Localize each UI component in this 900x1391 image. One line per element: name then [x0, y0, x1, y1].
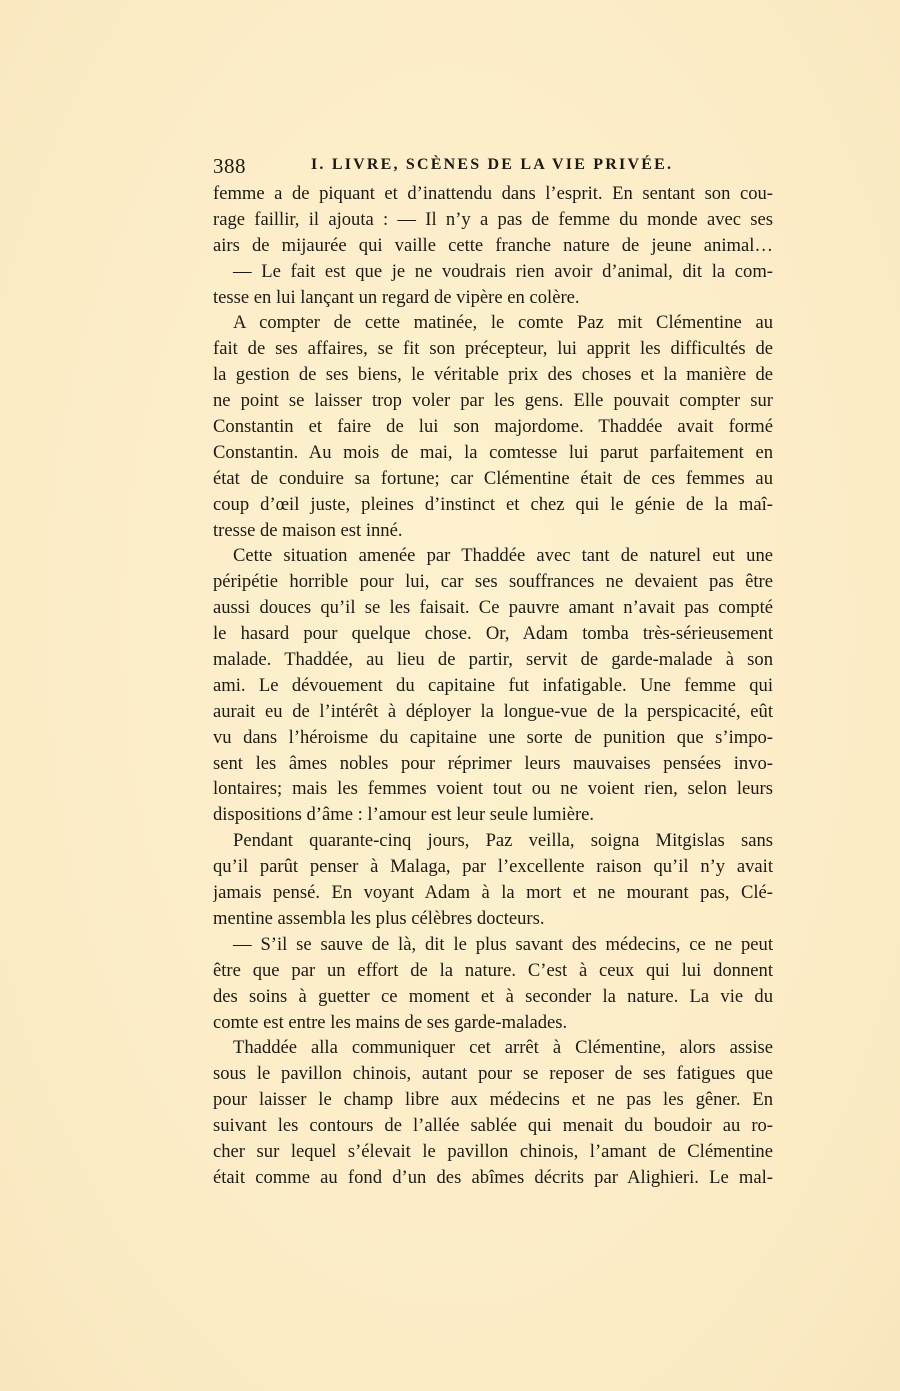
text-line: pour laisser le champ libre aux médecins et ne pas les gêner. En [213, 1089, 773, 1111]
text-line: aussi douces qu’il se les faisait. Ce pauvre amant n’avait pas compté [213, 597, 773, 619]
body-text [213, 181, 773, 1191]
text-line: dispositions d’âme : l’amour est leur seule lumière. [213, 804, 595, 826]
text-line: sous le pavillon chinois, autant pour se reposer de ses fatigues que [213, 1063, 773, 1085]
text-line: ami. Le dévouement du capitaine fut infatigable. Une femme qui [213, 674, 773, 696]
text-line: aurait eu de l’intérêt à déployer la longue-vue de la perspicacité, eût [213, 700, 773, 722]
text-line: ne point se laisser trop voler par les gens. Elle pouvait compter sur [213, 390, 773, 412]
text-line: la gestion de ses biens, le véritable prix des choses et la manière de [213, 364, 773, 386]
text-line: tresse de maison est inné. [213, 519, 403, 541]
text-line: coup d’œil juste, pleines d’instinct et chez qui le génie de la maî- [213, 493, 773, 515]
page-header [213, 152, 773, 180]
text-line: — Le fait est que je ne voudrais rien avoir d’animal, dit la com- [233, 260, 773, 282]
text-line: Constantin et faire de lui son majordome. Thaddée avait formé [213, 416, 773, 438]
text-line: Thaddée alla communiquer cet arrêt à Clémentine, alors assise [233, 1037, 773, 1059]
text-line: jamais pensé. En voyant Adam à la mort et ne mourant pas, Clé- [213, 882, 773, 904]
text-line: Pendant quarante-cinq jours, Paz veilla, soigna Mitgislas sans [233, 830, 773, 852]
text-line: femme a de piquant et d’inattendu dans l’esprit. En sentant son cou- [213, 183, 773, 204]
text-line: le hasard pour quelque chose. Or, Adam tomba très-sérieusement [213, 623, 773, 645]
text-line: cher sur lequel s’élevait le pavillon chinois, l’amant de Clémentine [213, 1140, 773, 1162]
text-line: Constantin. Au mois de mai, la comtesse lui parut parfaitement en [213, 441, 773, 463]
text-line: tesse en lui lançant un regard de vipère en colère. [213, 286, 580, 308]
text-line: Cette situation amenée par Thaddée avec tant de naturel eut une [233, 545, 773, 567]
text-line: suivant les contours de l’allée sablée qui menait du boudoir au ro- [213, 1115, 773, 1137]
running-title: I. LIVRE, SCÈNES DE LA VIE PRIVÉE. [311, 156, 674, 173]
text-line: airs de mijaurée qui vaille cette franche nature de jeune animal… [213, 234, 773, 256]
text-line: mentine assembla les plus célèbres docteurs. [213, 907, 545, 929]
text-line: des soins à guetter ce moment et à seconder la nature. La vie du [213, 985, 773, 1007]
text-line: être que par un effort de la nature. C’est à ceux qui lui donnent [213, 959, 773, 981]
text-line: comte est entre les mains de ses garde-malades. [213, 1011, 568, 1033]
text-line: qu’il parût penser à Malaga, par l’excellente raison qu’il n’y avait [213, 856, 773, 878]
text-line: malade. Thaddée, au lieu de partir, servit de garde-malade à son [213, 649, 773, 671]
text-line: était comme au fond d’un des abîmes décrits par Alighieri. Le mal- [213, 1166, 773, 1188]
text-line: péripétie horrible pour lui, car ses souffrances ne devaient pas être [213, 571, 773, 593]
text-line: rage faillir, il ajouta : — Il n’y a pas de femme du monde avec ses [213, 208, 773, 230]
text-line: fait de ses affaires, se fit son précepteur, lui apprit les difficultés de [213, 338, 773, 360]
page-number: 388 [213, 154, 246, 178]
text-line: sent les âmes nobles pour réprimer leurs mauvaises pensées invo- [213, 752, 773, 774]
text-line: A compter de cette matinée, le comte Paz mit Clémentine au [233, 312, 773, 334]
text-line: — S’il se sauve de là, dit le plus savant des médecins, ce ne peut [233, 933, 773, 955]
text-line: lontaires; mais les femmes voient tout ou ne voient rien, selon leurs [213, 778, 773, 800]
text-line: état de conduire sa fortune; car Clémentine était de ces femmes au [213, 467, 773, 489]
text-line: vu dans l’héroisme du capitaine une sorte de punition que s’impo- [213, 726, 773, 748]
